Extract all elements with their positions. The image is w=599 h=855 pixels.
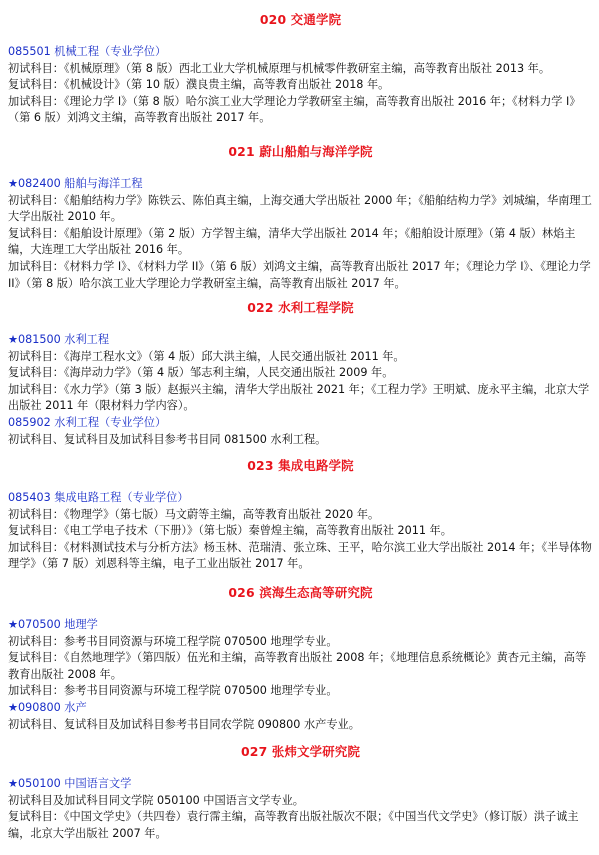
exam-line: 复试科目：《海岸动力学》（第 4 版）邹志利主编，人民交通出版社 2009 年。: [8, 366, 394, 380]
exam-line: 复试科目：《机械设计》（第 10 版）濮良贵主编，高等教育出版社 2018 年。: [8, 78, 390, 92]
major-heading: ★081500 水利工程: [8, 333, 110, 346]
exam-line: 加试科目：《材料力学 I》、《材料力学 II》（第 6 版）刘鸿文主编，高等教育出版社 2017 年；《理论力学 I》、《理论力学 II》（第 8 版）哈尔滨工业大学理论力学教研室主编，高等教育出版社 2017 年。: [8, 259, 591, 290]
exam-line: 复试科目：《船舶设计原理》（第 2 版）方学智主编，清华大学出版社 2014 年；《船舶设计原理》（第 4 版）林焰主编，大连理工大学出版社 2016 年。: [8, 226, 576, 257]
section-water-conservancy: [8, 299, 593, 448]
exam-line: 初试科目及加试科目同文学院 050100 中国语言文学专业。: [8, 793, 304, 807]
exam-line: 初试科目、复试科目及加试科目参考书目同农学院 090800 水产专业。: [8, 717, 360, 731]
exam-line: 初试科目：参考书目同资源与环境工程学院 070500 地理学专业。: [8, 634, 338, 648]
section-coastal-ecology: [8, 584, 593, 733]
exam-line: 加试科目：《理论力学 I》（第 8 版）哈尔滨工业大学理论力学教研室主编，高等教育出版社 2016 年；《材料力学 I》（第 6 版）刘鸿文主编，高等教育出版社 2017 年。: [8, 94, 581, 125]
exam-line: 初试科目、复试科目及加试科目参考书目同 081500 水利工程。: [8, 432, 327, 446]
exam-line: 复试科目：《电工学电子技术（下册）》（第七版）秦曾煌主编，高等教育出版社 2011 年。: [8, 524, 452, 538]
major-heading: 085501 机械工程（专业学位）: [8, 45, 167, 58]
exam-line: 复试科目：《中国文学史》（共四卷）袁行霈主编，高等教育出版社版次不限；《中国当代文学史》（修订版）洪子诚主编，北京大学出版社 2007 年。: [8, 810, 579, 840]
major-heading: ★082400 船舶与海洋工程: [8, 177, 143, 190]
exam-line: 加试科目：《材料测试技术与分析方法》杨玉林、范瑞清、张立珠、王平，哈尔滨工业大学出版社 2014 年；《半导体物理学》（第 7 版）刘恩科等主编，电子工业出版社 2017 年。: [8, 540, 592, 571]
major-heading: ★050100 中国语言文学: [8, 777, 132, 790]
exam-line: 复试科目：《自然地理学》（第四版）伍光和主编，高等教育出版社 2008 年；《地理信息系统概论》黄杏元主编，高等教育出版社 2008 年。: [8, 651, 587, 681]
exam-line: 初试科目：《海岸工程水文》（第 4 版）邱大洪主编，人民交通出版社 2011 年。: [8, 349, 405, 363]
section-ship-ocean: [8, 143, 593, 292]
section-title: 026 滨海生态高等研究院: [228, 585, 373, 600]
major-heading: ★070500 地理学: [8, 618, 98, 631]
section-integrated-circuit: [8, 457, 593, 573]
section-title: 023 集成电路学院: [247, 458, 354, 473]
major-heading: ★090800 水产: [8, 700, 87, 714]
section-literature: [8, 743, 593, 842]
section-title: 020 交通学院: [259, 12, 342, 27]
section-title: 022 水利工程学院: [247, 300, 354, 315]
major-heading: 085902 水利工程（专业学位）: [8, 415, 167, 429]
section-title: 021 蔚山船舶与海洋学院: [228, 144, 373, 159]
exam-line: 初试科目：《机械原理》（第 8 版）西北工业大学机械原理与机械零件教研室主编，高等教育出版社 2013 年。: [8, 61, 551, 75]
section-jiaotong: [8, 11, 593, 127]
exam-line: 初试科目：《船舶结构力学》陈铁云、陈伯真主编，上海交通大学出版社 2000 年；《船舶结构力学》刘城编，华南理工大学出版社 2010 年。: [8, 193, 592, 224]
section-title: 027 张炜文学研究院: [240, 744, 361, 759]
exam-line: 加试科目：参考书目同资源与环境工程学院 070500 地理学专业。: [8, 684, 338, 698]
major-heading: 085403 集成电路工程（专业学位）: [8, 491, 189, 504]
exam-line: 初试科目：《物理学》（第七版）马文蔚等主编，高等教育出版社 2020 年。: [8, 507, 380, 521]
exam-line: 加试科目：《水力学》（第 3 版）赵振兴主编，清华大学出版社 2021 年；《工程力学》王明斌、庞永平主编，北京大学出版社 2011 年（限材料力学内容）。: [8, 382, 590, 413]
